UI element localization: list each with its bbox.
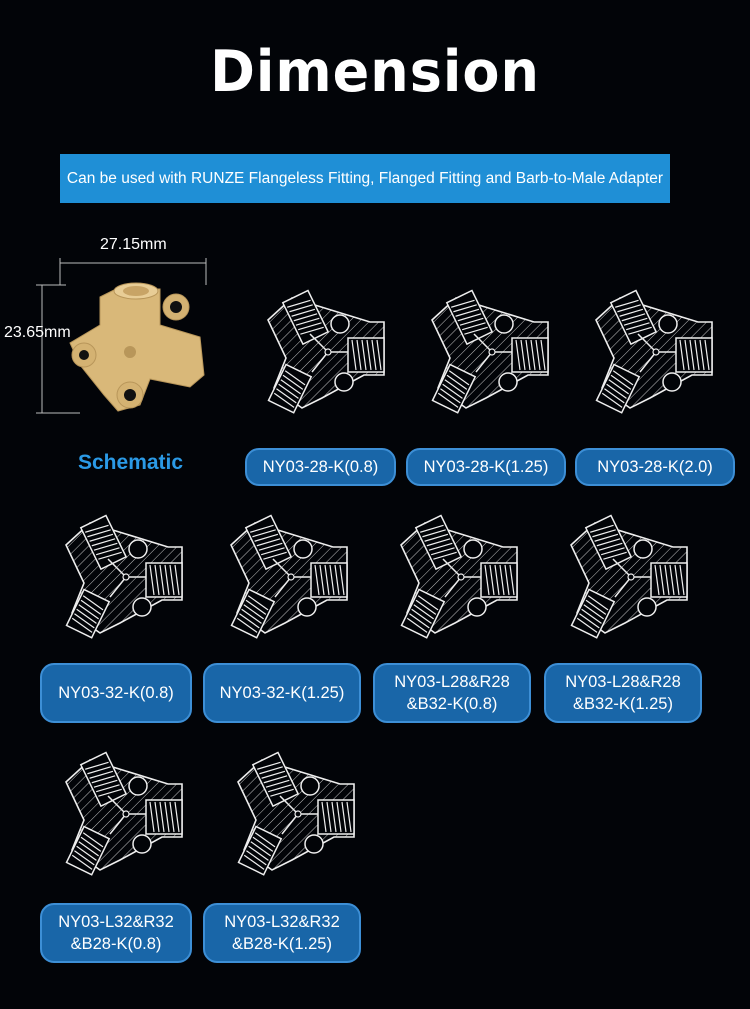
height-dimension: 23.65mm xyxy=(4,324,71,341)
model-label: NY03-L32&R32 &B28-K(0.8) xyxy=(40,903,192,963)
schematic-drawing xyxy=(580,280,720,420)
model-label: NY03-L28&R28 &B32-K(1.25) xyxy=(544,663,702,723)
schematic-drawing xyxy=(252,280,392,420)
schematic-drawing xyxy=(385,505,525,645)
model-label: NY03-L32&R32 &B28-K(1.25) xyxy=(203,903,361,963)
width-dimension: 27.15mm xyxy=(100,236,167,253)
model-label: NY03-32-K(0.8) xyxy=(40,663,192,723)
model-label: NY03-28-K(0.8) xyxy=(245,448,396,486)
model-label: NY03-28-K(1.25) xyxy=(406,448,566,486)
schematic-label: Schematic xyxy=(78,451,184,474)
schematic-drawing xyxy=(222,742,362,882)
schematic-drawing xyxy=(50,742,190,882)
schematic-drawing xyxy=(416,280,556,420)
model-label: NY03-32-K(1.25) xyxy=(203,663,361,723)
schematic-drawing xyxy=(555,505,695,645)
page-title: Dimension xyxy=(210,38,540,105)
schematic-drawing xyxy=(50,505,190,645)
compatibility-banner: Can be used with RUNZE Flangeless Fitting, Flanged Fitting and Barb-to-Male Adapter xyxy=(60,154,670,203)
model-label: NY03-28-K(2.0) xyxy=(575,448,735,486)
model-label: NY03-L28&R28 &B32-K(0.8) xyxy=(373,663,531,723)
schematic-drawing xyxy=(215,505,355,645)
